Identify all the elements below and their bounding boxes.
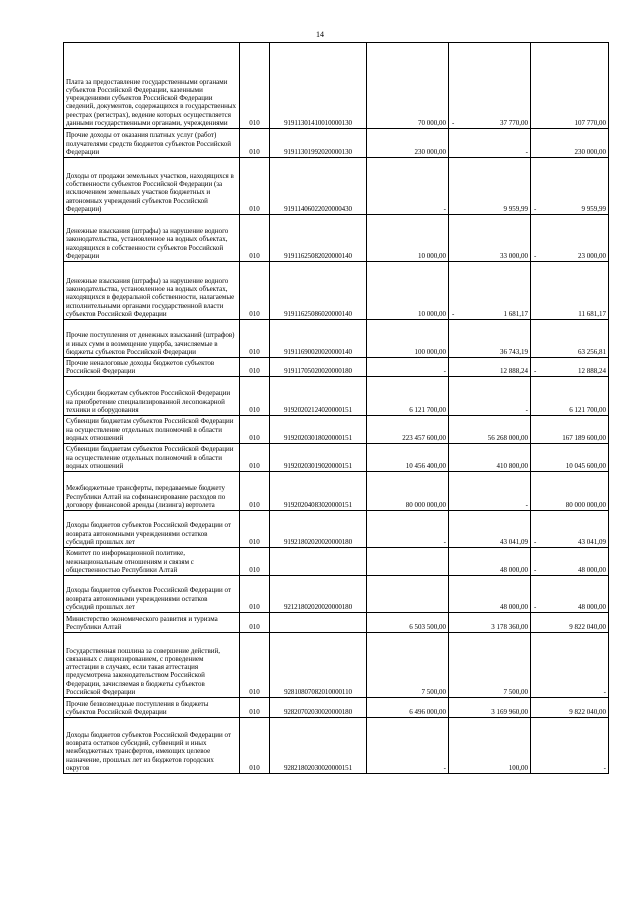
row-name: Доходы бюджетов субъектов Российской Федерации от возврата автономными учреждениями остатков субсидий прошлых лет: [64, 576, 240, 613]
row-amount-change-value: -: [525, 405, 528, 414]
row-amount-change: [449, 718, 531, 774]
row-admin-code: 010: [240, 129, 270, 158]
row-budget-code: 92810807082010000110: [270, 633, 367, 698]
row-amount-change-value: 410 800,00: [496, 461, 528, 470]
row-amount-change: [449, 444, 531, 472]
row-name: Министерство экономического развития и туризма Республики Алтай: [64, 613, 240, 633]
row-name: Прочие неналоговые доходы бюджетов субъектов Российской Федерации: [64, 358, 240, 377]
row-amount-plan-value: -: [443, 763, 446, 772]
row-amount-total-value: 63 256,81: [578, 347, 606, 356]
row-amount-plan-value: 6 121 700,00: [409, 405, 446, 414]
row-amount-change: [449, 511, 531, 548]
row-name: Доходы бюджетов субъектов Российской Федерации от возврата остатков субсидий, субвенций и иных межбюджетных трансфертов, имеющих целевое назначение, прошлых лет из бюджетов городских округов: [64, 718, 240, 774]
row-amount-change: [449, 377, 531, 416]
row-amount-total-value: -: [603, 687, 606, 696]
row-name: Государственная пошлина за совершение действий, связанных с лицензированием, с проведением аттестации в случаях, если такая аттестация предусмотрена законодательством Российской Федерации, зачисляемая в бюджеты субъектов Российской Федерации: [64, 633, 240, 698]
row-amount-plan: [367, 548, 449, 576]
row-admin-code: 010: [240, 320, 270, 358]
row-amount-change-value: 56 268 000,00: [487, 433, 528, 442]
row-name: Денежные взыскания (штрафы) за нарушение водного законодательства, установленное на водных объектах, находящихся в федеральной собственности, налагаемые исполнительными органами государственной власти субъектов Российской Федерации: [64, 262, 240, 320]
table-row: [64, 698, 609, 718]
row-amount-total: [531, 320, 609, 358]
row-amount-change-value: 100,00: [508, 763, 528, 772]
row-amount-total-value: 48 000,00: [578, 565, 606, 574]
row-name: Прочие безвозмездные поступления в бюджеты субъектов Российской Федерации: [64, 698, 240, 718]
row-amount-total: [531, 377, 609, 416]
row-amount-total: [531, 548, 609, 576]
row-amount-plan-value: 230 000,00: [414, 147, 446, 156]
row-total-minus: -: [534, 565, 537, 574]
row-amount-total-value: -: [603, 763, 606, 772]
row-amount-total-value: 6 121 700,00: [569, 405, 606, 414]
row-total-minus: -: [534, 204, 537, 213]
row-amount-plan: [367, 698, 449, 718]
row-amount-total: [531, 444, 609, 472]
row-amount-change-value: 9 959,99: [503, 204, 528, 213]
row-amount-plan-value: 223 457 600,00: [402, 433, 446, 442]
row-name: Денежные взыскания (штрафы) за нарушение водного законодательства, установленное на водных объектах, находящихся в собственности субъектов Российской Федерации: [64, 215, 240, 262]
row-amount-change-value: -: [525, 147, 528, 156]
row-budget-code: 92820702030020000180: [270, 698, 367, 718]
row-amount-total: [531, 358, 609, 377]
table-row: [64, 215, 609, 262]
row-amount-total-value: 43 041,09: [578, 537, 606, 546]
row-amount-change: [449, 416, 531, 444]
row-amount-change: [449, 215, 531, 262]
table-row: [64, 377, 609, 416]
row-amount-change-value: 7 500,00: [503, 687, 528, 696]
row-amount-plan-value: 6 496 000,00: [409, 707, 446, 716]
row-admin-code: 010: [240, 613, 270, 633]
row-amount-change: [449, 613, 531, 633]
table-row: [64, 43, 609, 129]
row-amount-change-value: 1 681,17: [503, 309, 528, 318]
row-total-minus: -: [534, 602, 537, 611]
row-amount-plan: [367, 320, 449, 358]
table-row: [64, 511, 609, 548]
row-amount-plan: [367, 158, 449, 215]
row-admin-code: 010: [240, 444, 270, 472]
row-amount-total: [531, 215, 609, 262]
row-budget-code: 91920202124020000151: [270, 377, 367, 416]
row-amount-total-value: 12 888,24: [578, 366, 606, 375]
row-amount-change-value: 33 000,00: [500, 251, 528, 260]
row-amount-plan-value: 7 500,00: [421, 687, 446, 696]
table-row: [64, 548, 609, 576]
row-admin-code: 010: [240, 358, 270, 377]
row-budget-code: 91911625086020000140: [270, 262, 367, 320]
row-amount-change-value: 3 178 360,00: [491, 622, 528, 631]
row-admin-code: 010: [240, 377, 270, 416]
row-amount-plan-value: 80 000 000,00: [405, 500, 446, 509]
row-budget-code: 91920204083020000151: [270, 472, 367, 511]
row-amount-plan: [367, 129, 449, 158]
row-change-minus: -: [452, 309, 455, 318]
row-amount-plan: [367, 472, 449, 511]
row-amount-plan-value: 6 503 500,00: [409, 622, 446, 631]
row-total-minus: -: [534, 366, 537, 375]
row-amount-change: [449, 633, 531, 698]
row-amount-total-value: 48 000,00: [578, 602, 606, 611]
row-amount-change: [449, 43, 531, 129]
row-amount-plan: [367, 613, 449, 633]
row-amount-total: [531, 262, 609, 320]
row-name: Прочие поступления от денежных взысканий (штрафов) и иных сумм в возмещение ущерба, зачисляемые в бюджеты субъектов Российской Федерации: [64, 320, 240, 358]
row-amount-change: [449, 129, 531, 158]
row-amount-plan-value: -: [443, 537, 446, 546]
row-budget-code: 91921802020020000180: [270, 511, 367, 548]
row-amount-plan: [367, 358, 449, 377]
row-budget-code: 91911690020020000140: [270, 320, 367, 358]
row-amount-total: [531, 416, 609, 444]
row-amount-change-value: 43 041,09: [500, 537, 528, 546]
row-amount-change-value: 12 888,24: [500, 366, 528, 375]
row-amount-total-value: 107 770,00: [574, 118, 606, 127]
row-budget-code: [270, 613, 367, 633]
row-budget-code: 91911705020020000180: [270, 358, 367, 377]
row-amount-plan: [367, 511, 449, 548]
row-amount-total-value: 9 959,99: [581, 204, 606, 213]
row-amount-change: [449, 698, 531, 718]
revenue-table: [63, 42, 609, 774]
row-budget-code: 92121802020020000180: [270, 576, 367, 613]
row-amount-plan-value: 100 000,00: [414, 347, 446, 356]
row-amount-change: [449, 262, 531, 320]
row-name: Субсидии бюджетам субъектов Российской Федерации на приобретение специализированной лесопожарной техники и оборудования: [64, 377, 240, 416]
row-amount-total: [531, 43, 609, 129]
row-amount-plan-value: -: [443, 366, 446, 375]
row-admin-code: 010: [240, 548, 270, 576]
row-amount-change-value: 37 770,00: [500, 118, 528, 127]
row-amount-total-value: 80 000 000,00: [565, 500, 606, 509]
table-row: [64, 633, 609, 698]
row-total-minus: -: [534, 251, 537, 260]
table-row: [64, 262, 609, 320]
row-name: Доходы от продажи земельных участков, находящихся в собственности субъектов Российской Федерации (за исключением земельных участков бюджетных и автономных учреждений субъектов Российской Федерации): [64, 158, 240, 215]
row-amount-total-value: 9 822 040,00: [569, 707, 606, 716]
row-admin-code: 010: [240, 633, 270, 698]
row-amount-plan-value: 10 456 400,00: [405, 461, 446, 470]
row-budget-code: 91920203018020000151: [270, 416, 367, 444]
row-amount-total: [531, 613, 609, 633]
table-row: [64, 158, 609, 215]
row-amount-plan: [367, 215, 449, 262]
row-amount-change: [449, 548, 531, 576]
row-amount-change: [449, 158, 531, 215]
row-name: Плата за предоставление государственными органами субъектов Российской Федерации, казенными учреждениями субъектов Российской Федерации сведений, документов, содержащихся в государственных реестрах (регистрах), ведение которых осуществляется данными государственными органами, учреждениями: [64, 43, 240, 129]
row-budget-code: 91911301992020000130: [270, 129, 367, 158]
row-amount-total: [531, 718, 609, 774]
row-admin-code: 010: [240, 43, 270, 129]
row-amount-change-value: 3 169 960,00: [491, 707, 528, 716]
row-amount-total-value: 9 822 040,00: [569, 622, 606, 631]
row-amount-total: [531, 576, 609, 613]
row-amount-total-value: 230 000,00: [574, 147, 606, 156]
row-name: Прочие доходы от оказания платных услуг (работ) получателями средств бюджетов субъектов Российской Федерации: [64, 129, 240, 158]
table-row: [64, 320, 609, 358]
row-amount-plan: [367, 43, 449, 129]
row-amount-change-value: 48 000,00: [500, 565, 528, 574]
row-amount-total: [531, 472, 609, 511]
row-admin-code: 010: [240, 511, 270, 548]
row-amount-change-value: -: [525, 500, 528, 509]
row-budget-code: 91911406022020000430: [270, 158, 367, 215]
row-amount-total: [531, 511, 609, 548]
row-amount-plan: [367, 262, 449, 320]
page-number: 14: [316, 30, 324, 39]
row-admin-code: 010: [240, 576, 270, 613]
table-row: [64, 613, 609, 633]
row-change-minus: -: [452, 118, 455, 127]
row-admin-code: 010: [240, 215, 270, 262]
row-budget-code: 91920203019020000151: [270, 444, 367, 472]
row-amount-plan-value: 10 000,00: [418, 309, 446, 318]
row-admin-code: 010: [240, 472, 270, 511]
row-name: Межбюджетные трансферты, передаваемые бюджету Республики Алтай на софинансирование расходов по договору финансовой аренды (лизинга) вертолета: [64, 472, 240, 511]
row-amount-plan-value: -: [443, 204, 446, 213]
row-amount-plan-value: 70 000,00: [418, 118, 446, 127]
row-amount-plan: [367, 416, 449, 444]
table-row: [64, 576, 609, 613]
table-row: [64, 718, 609, 774]
row-admin-code: 010: [240, 718, 270, 774]
row-budget-code: 91911625082020000140: [270, 215, 367, 262]
row-amount-total: [531, 698, 609, 718]
row-amount-plan: [367, 576, 449, 613]
row-amount-plan-value: 10 000,00: [418, 251, 446, 260]
row-amount-plan: [367, 718, 449, 774]
row-admin-code: 010: [240, 262, 270, 320]
row-budget-code: 92821802030020000151: [270, 718, 367, 774]
row-amount-total: [531, 158, 609, 215]
row-admin-code: 010: [240, 416, 270, 444]
row-amount-plan: [367, 444, 449, 472]
row-amount-total: [531, 633, 609, 698]
row-amount-change: [449, 576, 531, 613]
row-name: Субвенции бюджетам субъектов Российской Федерации на осуществление отдельных полномочий в области водных отношений: [64, 416, 240, 444]
row-amount-change-value: 36 743,19: [500, 347, 528, 356]
row-name: Субвенции бюджетам субъектов Российской Федерации на осуществление отдельных полномочий в области водных отношений: [64, 444, 240, 472]
row-amount-change-value: 48 000,00: [500, 602, 528, 611]
row-name: Комитет по информационной политике, межнациональным отношениям и связям с общественностью Республики Алтай: [64, 548, 240, 576]
row-amount-change: [449, 320, 531, 358]
row-name: Доходы бюджетов субъектов Российской Федерации от возврата автономными учреждениями остатков субсидий прошлых лет: [64, 511, 240, 548]
row-budget-code: [270, 548, 367, 576]
row-amount-total-value: 167 189 600,00: [562, 433, 606, 442]
table-row: [64, 416, 609, 444]
row-amount-total-value: 11 681,17: [578, 309, 606, 318]
table-row: [64, 358, 609, 377]
table-row: [64, 444, 609, 472]
row-amount-total: [531, 129, 609, 158]
row-amount-total-value: 10 045 600,00: [565, 461, 606, 470]
table-row: [64, 472, 609, 511]
row-amount-change: [449, 358, 531, 377]
row-amount-plan: [367, 633, 449, 698]
table-row: [64, 129, 609, 158]
row-amount-plan: [367, 377, 449, 416]
row-budget-code: 91911301410010000130: [270, 43, 367, 129]
row-admin-code: 010: [240, 158, 270, 215]
row-admin-code: 010: [240, 698, 270, 718]
row-total-minus: -: [534, 537, 537, 546]
row-amount-total-value: 23 000,00: [578, 251, 606, 260]
row-amount-change: [449, 472, 531, 511]
